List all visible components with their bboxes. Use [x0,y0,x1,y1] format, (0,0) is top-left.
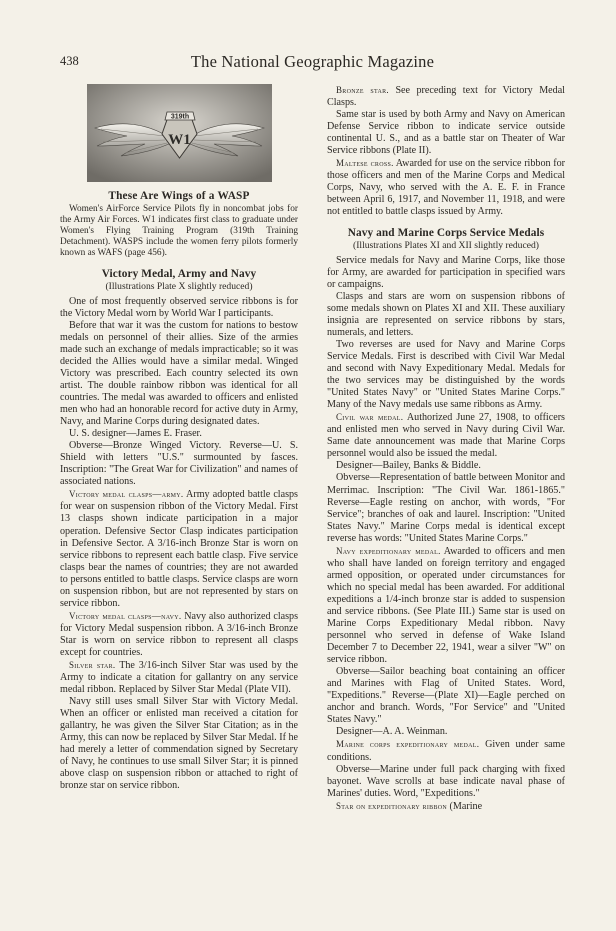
right-column [327,84,565,813]
paragraph: Designer—Bailey, Banks & Biddle. [336,460,481,472]
paragraph: Obverse—Representation of battle between Monitor and Merrimac. Inscription: "The Civil War. 1861-1865." Reverse—Eagle resting on anchor, with words, "For Service"; branches of oak and laurel. Inscription: "United States Navy." Marine Corps medal is identical except reverse has words: "United States Marine Corps." [327,472,566,544]
run-in-head: Civil war medal. [336,412,404,423]
paragraph: Service medals for Navy and Marine Corps, like those for Army, are awarded for participation in specified wars or campaigns. [327,254,565,290]
paragraph [327,800,565,813]
paragraph [60,659,298,696]
paragraph: U. S. designer—James E. Fraser. [69,428,202,440]
paragraph-text: The 3/16-inch Silver Star was used by the Army to indicate a citation for gallantry on any service medal ribbon. Replaced by Silver Star Medal (Plate VII). [60,660,298,696]
paragraph [327,411,565,460]
section-sub-victory: (Illustrations Plate X slightly reduced) [105,280,253,292]
paragraph: Obverse—Marine under full pack charging with fixed bayonet. Wave scrolls at base indicate naval phase of Marines' duties. Word, "Expeditions." [327,763,565,799]
wings-badge-image [87,84,272,182]
paragraph: Navy still uses small Silver Star with Victory Medal. When an officer or enlisted man received a citation for gallantry, he was given the Silver Star Citation; as in the Army, this can now be replaced by Silver Star Medal. If he had merely a letter of commendation signed by Secretary of Navy, he continues to use small Silver Star; it is pinned above clasp on suspension ribbon or attached to right of bronze star on service ribbon. [60,696,298,792]
paragraph: Clasps and stars are worn on suspension ribbons of some medals shown on Plates XI and XII. These auxiliary insignia are represented on service ribbons by stars, numerals, and letters. [327,290,565,338]
paragraph: Designer—A. A. Weinman. [336,726,448,738]
paragraph-text: Given under same conditions. [327,739,565,763]
paragraph [327,84,565,109]
running-head [60,52,565,74]
paragraph: Obverse—Bronze Winged Victory. Reverse—U. S. Shield with letters "U.S." surmounted by fasces. Inscription: "The Great War for Civilization" and names of associated nations. [60,440,298,488]
magazine-title: The National Geographic Magazine [190,52,435,71]
paragraph-text: Awarded for use on the service ribbon for those officers and men of the Marine Corps and Medical Corps, Navy, who served with the A. E. F. in France between April 6, 1917, and November 11, 1918, and were not entitled to battle clasps issued by Army. [327,158,565,218]
run-in-head: Navy expeditionary medal. [336,545,441,556]
run-in-head: Victory medal clasps—army. [69,489,184,500]
paragraph-text: Army adopted battle clasps for wear on suspension ribbon of the Victory Medal. First 13 clasps shown indicate participation in a major operation. Defensive Sector Clasp indicates participation in Defensive Sector. A 3/16-inch Bronze Star is worn on service ribbons to represent each battle clasp. Five service clasps bear the names of countries; they are not awarded to persons entitled to battle clasps. Service clasps are worn on suspension ribbon, but are not represented by stars on service ribbon. [60,489,298,609]
caption-title: These Are Wings of a WASP [108,190,250,202]
paragraph-text: See preceding text for Victory Medal Clasps. [327,85,565,109]
run-in-head: Marine corps expeditionary medal. [336,739,480,750]
paragraph-text: Awarded to officers and men who shall have landed on foreign territory and engaged armed opposition, or operated under circumstances for which no special medal has been awarded. For additional expeditions a 1/4-inch bronze star is added to suspension and service ribbons. (See Plate III.) Same star is used on Marine Corps Expeditionary Medal ribbon. Navy personnel who served in defense of Wake Island December 7 to December 22, 1941, wear a silver "W" on service ribbon. [327,545,565,666]
photo-caption: Women's AirForce Service Pilots fly in noncombat jobs for the Army Air Forces. W1 indicates first class to graduate under Women's Flying Training Program (319th Training Detachment). WASPS include the women ferry pilots formerly known as WAFS (page 456). [60,204,298,259]
run-in-head: Maltese cross. [336,158,394,169]
paragraph [327,738,565,763]
page-number: 438 [60,54,79,68]
paragraph [60,610,298,659]
paragraph-text: Authorized June 27, 1908, to officers and enlisted men who served in Navy during Civil War. Same date announcement was made that Marine Corps personnel would also be issued the medal. [327,412,565,460]
section-heading-navy: Navy and Marine Corps Service Medals [347,226,545,239]
paragraph: One of most frequently observed service ribbons is for the Victory Medal worn by World War I participants. [60,295,298,319]
paragraph-text: Navy also authorized clasps for Victory Medal suspension ribbon. A 3/16-inch Bronze Star is worn on service ribbon to represent all clasps except for countries. [60,610,299,658]
section-sub-navy: (Illustrations Plates XI and XII slightly reduced) [353,239,539,251]
wasp-wings-photo [87,84,272,182]
badge-text: 319th [170,113,189,121]
emblem-text: W1 [167,132,191,148]
paragraph: Same star is used by both Army and Navy on American Defense Service ribbon to indicate service outside continental U. S., and as a battle star on Theater of War Service ribbons (Plate II). [327,109,565,157]
paragraph [327,545,565,666]
paragraph: Before that war it was the custom for nations to bestow medals on personnel of their allies. Size of the armies made such an exchange of medals impracticable; so it was decided the Allies would have a similar medal. Winged Victory was prescribed. Each country selected its own artist. The double rainbow ribbon was identical for all countries. The medal was awarded to officers and enlisted men who had an honorable record for active duty in Army, Navy, and Marine Corps during designated dates. [60,319,298,428]
paragraph: Two reverses are used for Navy and Marine Corps Service Medals. First is described with Civil War Medal and second with Navy Expeditionary Medal. Medals for the two services may be distinguished by the words "United States Navy" or "United States Marine Corps." Many of the Navy medals use same ribbons as Army. [327,338,565,411]
left-column [60,84,298,793]
section-heading-victory: Victory Medal, Army and Navy [101,267,257,280]
run-in-head: Bronze star. [336,85,389,95]
run-in-head: Silver star. [69,660,116,671]
run-in-head: Star on expeditionary ribbon [336,800,448,811]
paragraph-text: (Marine [449,800,483,812]
paragraph [60,488,298,609]
paragraph: Obverse—Sailor beaching boat containing an officer and Marines with Flag of United States. Word, "Expeditions." Reverse—(Plate XI)—Eagle perched on anchor and branch. Words, "For Service" and "United States Navy." [327,666,565,726]
paragraph [327,157,565,218]
run-in-head: Victory medal clasps—navy. [69,610,182,621]
